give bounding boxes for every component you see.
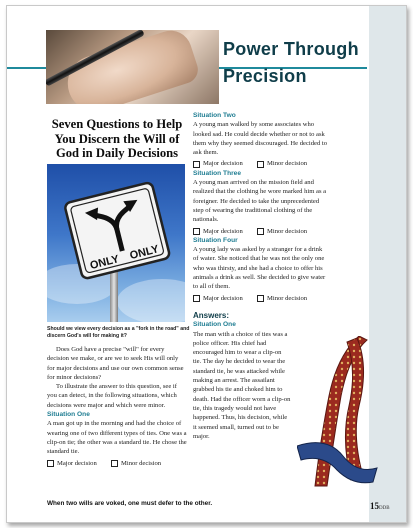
checkbox-icon[interactable] (111, 460, 118, 467)
checkbox-icon[interactable] (193, 161, 200, 168)
situation-four-choices (193, 294, 329, 303)
situation-four-text: A young lady was asked by a stranger for a drink of water. She noticed that he was not the only one who was thirsty, and she had a choice to offer his animals a drink as well. She decided to give water to all of them. (193, 246, 326, 291)
minor-label: Minor decision (267, 294, 308, 302)
situation-three-title: Situation Three (193, 169, 241, 177)
minor-label: Minor decision (267, 227, 308, 235)
minor-label: Minor decision (121, 459, 162, 467)
road-sign-photo (47, 164, 185, 322)
photo-caption: Should we view every decision as a "fork in the road" and discern God's will for making it? (47, 326, 190, 339)
major-choice[interactable] (193, 294, 257, 303)
situation-one-choices (47, 459, 187, 468)
title-line-2: Precision (223, 66, 307, 86)
major-choice[interactable] (47, 459, 111, 468)
situation-two-choices (193, 159, 329, 168)
page-title (223, 36, 359, 90)
title-line-1: Power Through (223, 39, 359, 59)
situation-four-title: Situation Four (193, 236, 238, 244)
major-choice[interactable] (193, 159, 257, 168)
sign-word-right: ONLY (128, 243, 161, 263)
situation-two-text: A young man walked by some associates who looked sad. He could decide whether or not to ask them why they seemed discouraged. He decided to ask them. (193, 121, 328, 157)
fork-sign (47, 164, 185, 322)
section-heading: Seven Questions to Help You Discern the Will of God in Daily Decisions (51, 117, 183, 161)
necktie-illustration (297, 336, 379, 491)
intro-paragraph-2: To illustrate the answer to this question, see if you can detect, in the following situations, which decisions were major and which were minor. (47, 383, 177, 409)
left-column (47, 345, 187, 468)
situation-one-text: A man got up in the morning and had the choice of wearing one of two different types of ties. One was a clip-on tie; the other was a standard tie. He chose the standard tie. (47, 420, 187, 456)
checkbox-icon[interactable] (257, 161, 264, 168)
situation-three-text: A young man arrived on the mission field and realized that the clothing he wore marked him as a foreigner. He decided to take the unprecedented step of wearing the traditional clothing of the nationals. (193, 179, 327, 224)
minor-choice[interactable] (257, 159, 307, 168)
minor-choice[interactable] (257, 227, 307, 236)
answers-heading: Answers: (193, 310, 230, 320)
page-number (370, 496, 390, 514)
major-label: Major decision (57, 459, 97, 467)
checkbox-icon[interactable] (257, 295, 264, 302)
page-number-value: 15 (370, 501, 379, 511)
minor-choice[interactable] (257, 294, 307, 303)
major-label: Major decision (203, 160, 243, 168)
answer-one-title: Situation One (193, 321, 236, 329)
major-label: Major decision (203, 227, 243, 235)
major-choice[interactable] (193, 227, 257, 236)
book-page (6, 5, 407, 523)
hand-writing-photo (46, 30, 219, 104)
checkbox-icon[interactable] (193, 228, 200, 235)
minor-label: Minor decision (267, 160, 308, 168)
footer-quote: When two wills are voked, one must defer to the other. (47, 500, 213, 507)
answer-one-text: The man with a choice of ties was a police officer. His chief had encouraged him to wear a clip-on tie. The day he decided to wear the standard tie, he was attacked while making an arrest. The assailant grabbed his tie and choked him to death. Had the officer worn a clip-on tie, this tragedy would not have happened. Thus, his decision, while it seemed small, turned out to be major. (193, 330, 291, 440)
sign-word-left: ONLY (88, 253, 121, 273)
situation-one-title: Situation One (47, 411, 90, 419)
page-number-suffix: DDB (379, 506, 390, 511)
major-label: Major decision (203, 294, 243, 302)
checkbox-icon[interactable] (47, 460, 54, 467)
checkbox-icon[interactable] (193, 295, 200, 302)
minor-choice[interactable] (111, 459, 161, 468)
intro-paragraph-1: Does God have a precise "will" for every decision we make, or are we to seek His will only for major decisions and use our own common sense for minor decisions? (47, 346, 184, 381)
checkbox-icon[interactable] (257, 228, 264, 235)
situation-three-choices (193, 227, 329, 236)
situation-two-title: Situation Two (193, 112, 236, 119)
